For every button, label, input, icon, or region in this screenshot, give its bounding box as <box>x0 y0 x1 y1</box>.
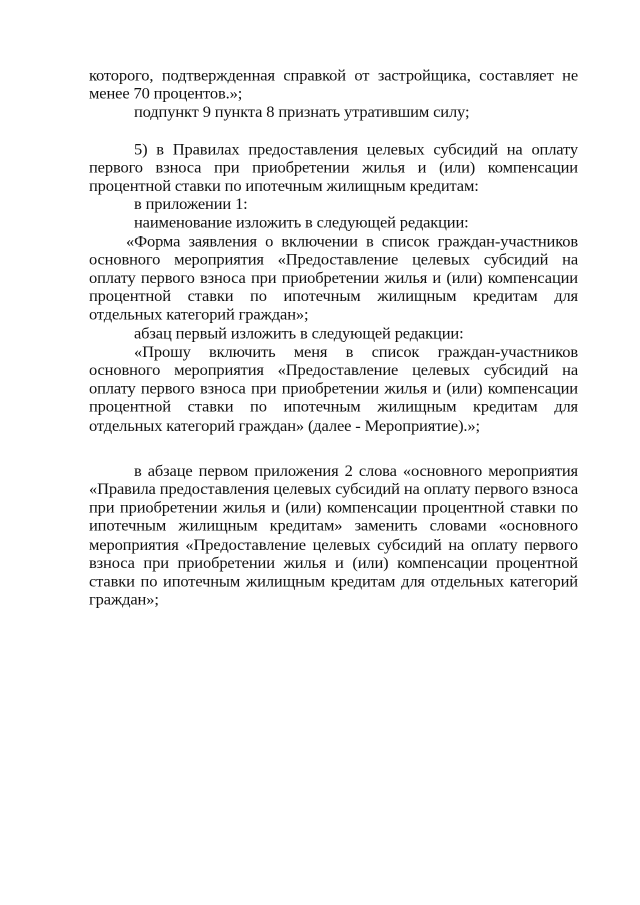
paragraph-appendix-1: в приложении 1: <box>134 194 248 214</box>
paragraph-first-abzac: абзац первый изложить в следующей редакции: <box>134 323 464 343</box>
paragraph-appendix-2: в абзаце первом приложения 2 слова «основного мероприятия «Правила предоставления целевых субсидий на оплату первого взноса при приобретении жилья и (или) компенсации процентной ставки по ипотечным жилищным кредитам» заменить словами «основного мероприятия «Предоставление целевых субсидий на оплату первого взноса при приобретении жилья и (или) компенсации процентной ставки по ипотечным жилищным кредитам для отдельных категорий граждан»; <box>89 461 578 609</box>
paragraph-continuation: которого, подтвержденная справкой от застройщика, составляет не менее 70 процентов.»; <box>89 66 578 103</box>
paragraph-title-change: наименование изложить в следующей редакции: <box>134 213 469 232</box>
paragraph-subpoint-repeal: подпункт 9 пункта 8 признать утратившим силу; <box>134 102 470 122</box>
spacer <box>89 121 578 139</box>
paragraph-request-text: «Прошу включить меня в список граждан-участников основного мероприятия «Предоставление целевых субсидий на оплату первого взноса при приобретении жилья и (или) компенсации процентной ставки по ипотечным жилищным кредитам для отдельных категорий граждан» (далее - Мероприятие).»; <box>89 342 578 435</box>
paragraph-form-title: «Форма заявления о включении в список граждан-участников основного мероприятия «Предоставление целевых субсидий на оплату первого взноса при приобретении жилья и (или) компенсации процентной ставки по ипотечным жилищным кредитам для отдельных категорий граждан»; <box>89 231 578 324</box>
spacer <box>89 435 578 462</box>
document-body <box>89 66 578 609</box>
paragraph-item-5: 5) в Правилах предоставления целевых субсидий на оплату первого взноса при приобретении жилья и (или) компенсации процентной ставки по ипотечным жилищным кредитам: <box>89 139 578 195</box>
